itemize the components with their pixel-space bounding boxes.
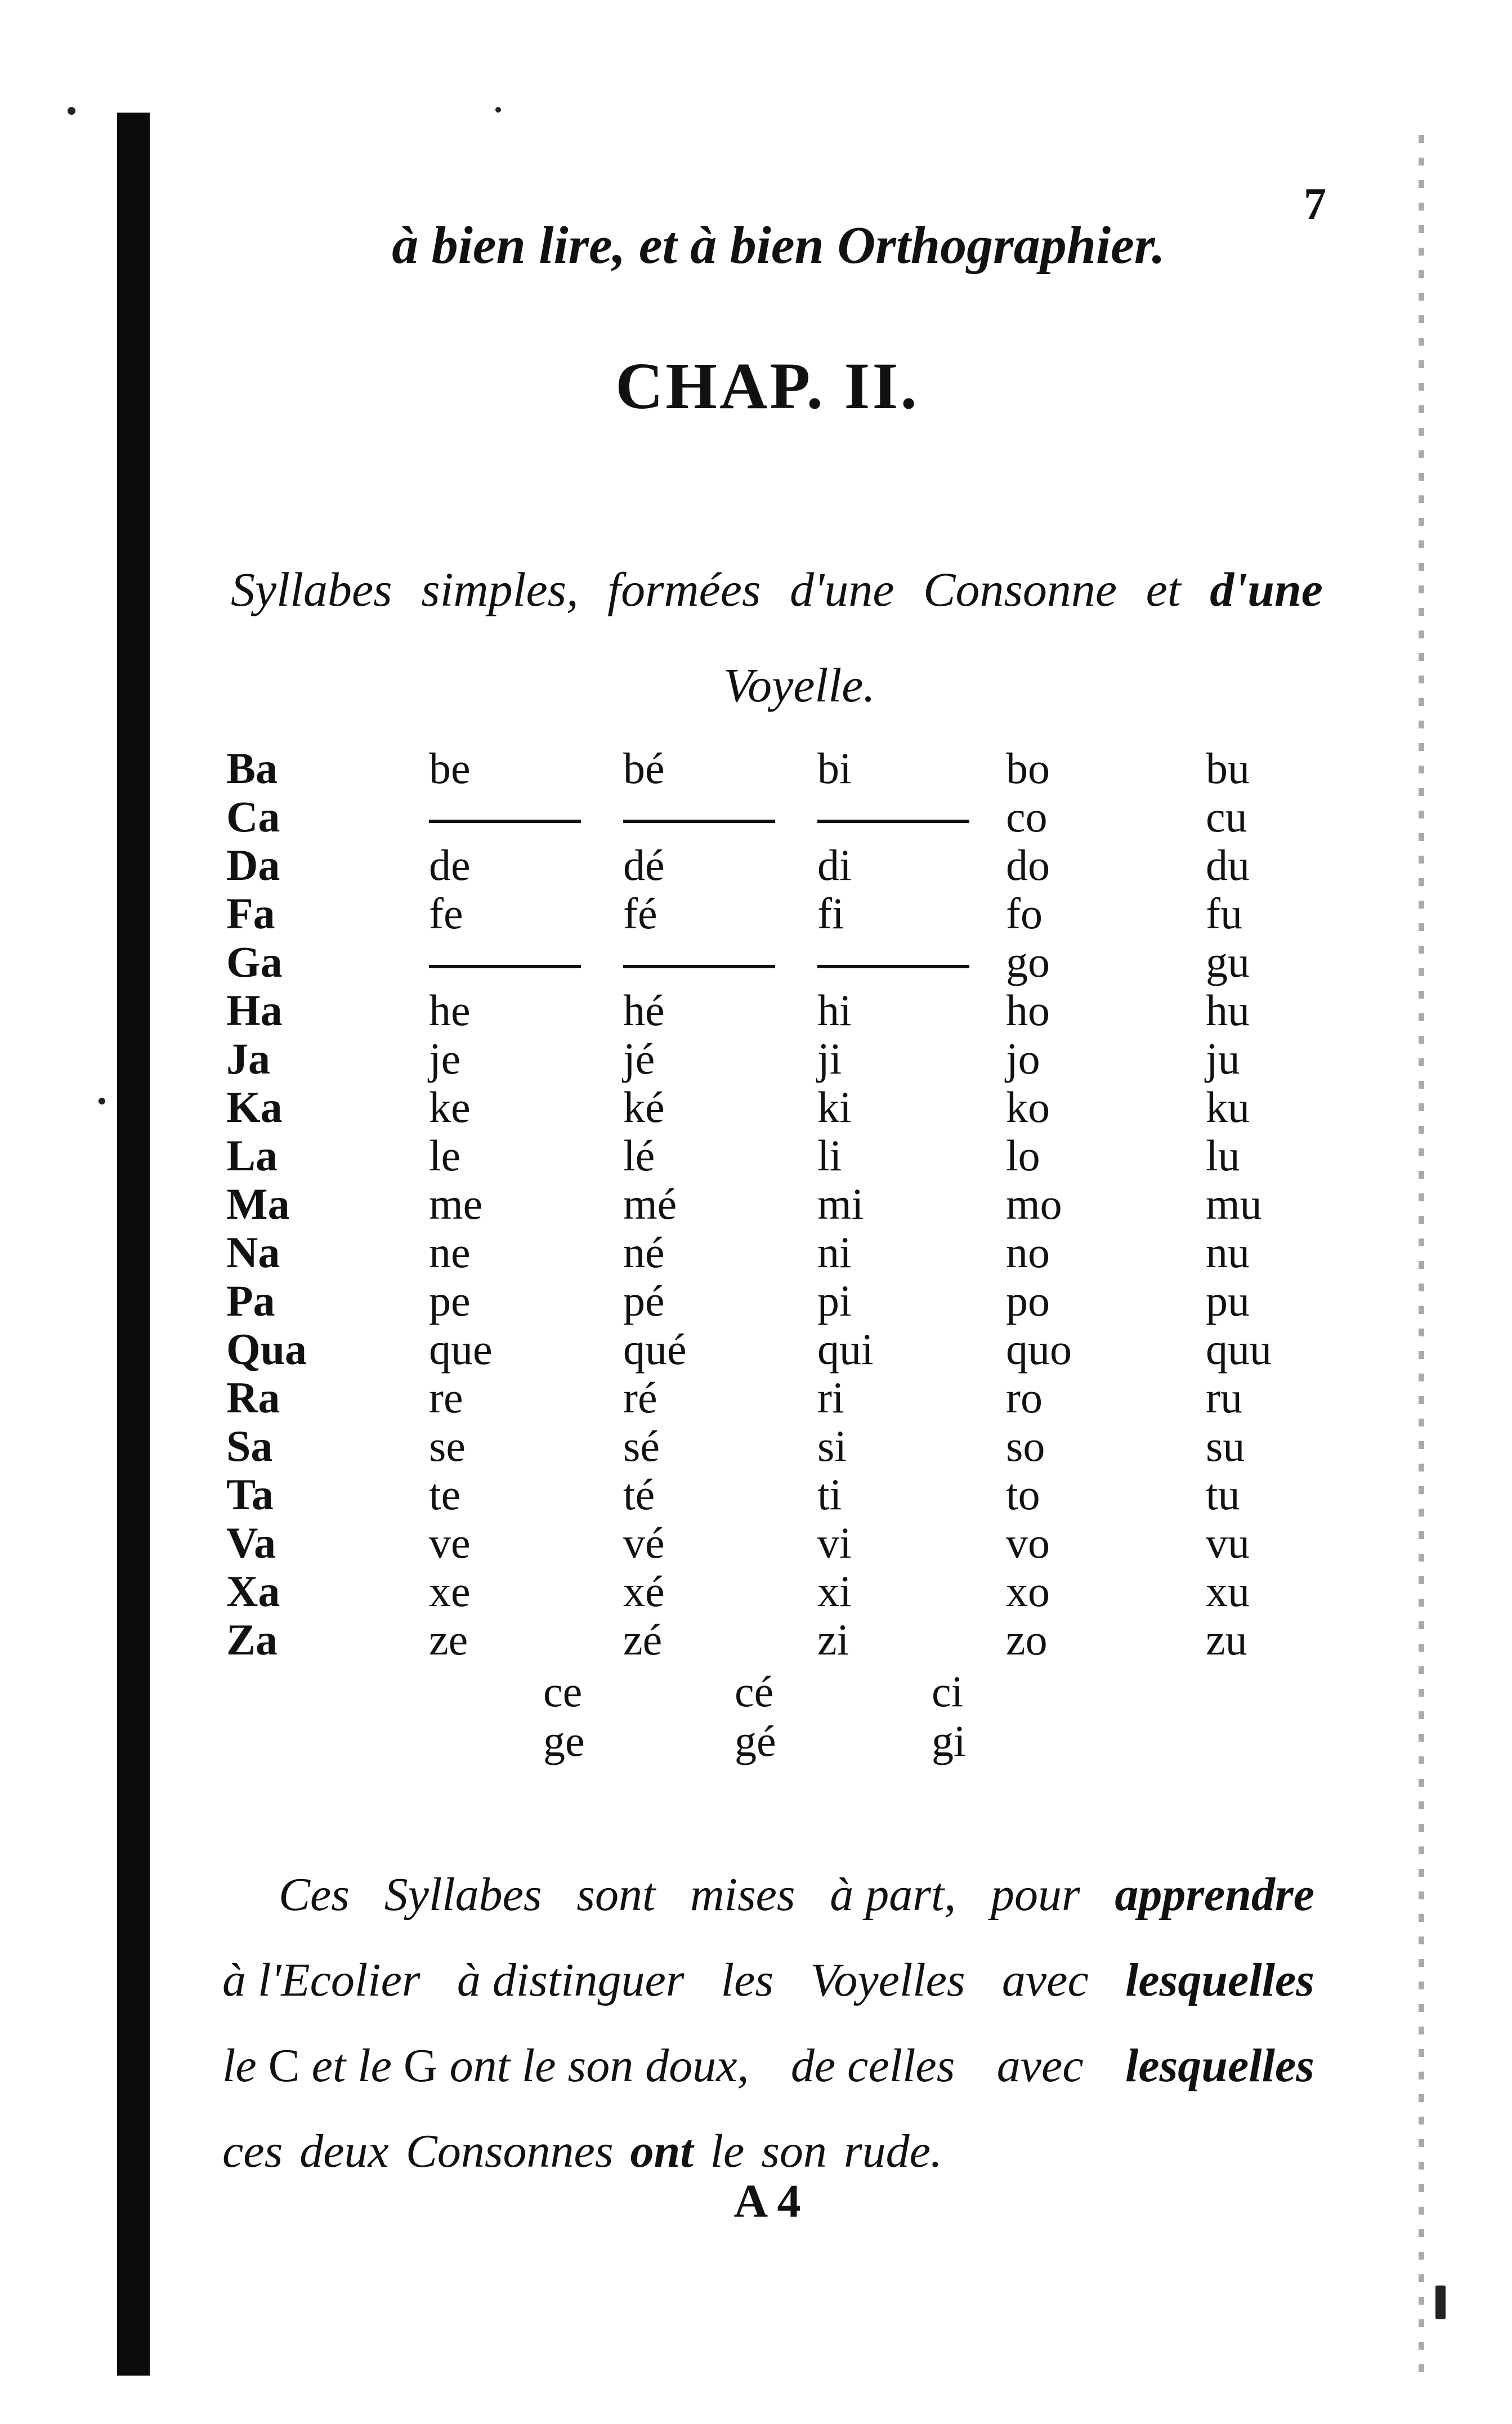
syllable-cell: hé xyxy=(623,986,665,1035)
syllable-cell: té xyxy=(623,1470,655,1519)
consonant-syllable: Xa xyxy=(226,1567,280,1616)
syllable-cell: te xyxy=(429,1470,461,1519)
blank-dash xyxy=(817,937,1006,987)
syllable-cell: zo xyxy=(1006,1615,1048,1664)
syllable-row xyxy=(226,1566,1352,1614)
syllable-cell: vé xyxy=(623,1518,665,1567)
syllable-cell: hi xyxy=(817,986,852,1035)
consonant-syllable: Ja xyxy=(226,1034,270,1083)
syllable-cell: ne xyxy=(429,1228,471,1277)
consonant-syllable: Na xyxy=(226,1228,280,1277)
ink-speck xyxy=(68,107,75,115)
syllable-cell: mo xyxy=(1006,1179,1062,1228)
syllable-cell: bu xyxy=(1206,744,1250,793)
paragraph-line-2 xyxy=(222,1938,1314,2023)
syllable-cell: ti xyxy=(817,1470,842,1519)
syllable-cell: pé xyxy=(623,1276,665,1325)
subtitle-line-1 xyxy=(231,542,1323,637)
subtitle-word: formées xyxy=(607,562,761,616)
syllable-cell: zé xyxy=(623,1615,663,1664)
syllable-cell: su xyxy=(1206,1421,1245,1470)
syllable-cell: xu xyxy=(1206,1567,1250,1616)
signature-mark: A 4 xyxy=(733,2175,801,2228)
syllable-cell: jo xyxy=(1006,1034,1040,1083)
syllable-cell: qui xyxy=(817,1325,874,1374)
syllable-cell: pu xyxy=(1206,1276,1250,1325)
chapter-heading: CHAP. II. xyxy=(615,349,919,423)
consonant-syllable: Ba xyxy=(226,744,278,793)
syllable-cell: no xyxy=(1006,1228,1050,1277)
consonant-syllable: Ka xyxy=(226,1083,283,1132)
consonant-syllable: Ha xyxy=(226,986,283,1035)
syllable-cell: bi xyxy=(817,744,852,793)
ink-speck xyxy=(495,107,501,113)
page-number: 7 xyxy=(1304,180,1326,229)
letter-c: C xyxy=(268,2040,300,2092)
syllable-cell: dé xyxy=(623,840,665,889)
syllable-cell: né xyxy=(623,1228,665,1277)
paragraph-line-1 xyxy=(222,1852,1314,1938)
dash-rule xyxy=(817,965,969,968)
consonant-syllable: Ga xyxy=(226,937,283,986)
subtitle-line-2: Voyelle. xyxy=(723,658,875,712)
page-edge-shadow xyxy=(1419,135,1424,2376)
syllable-cell: lu xyxy=(1206,1131,1240,1180)
syllable-row xyxy=(226,1276,1352,1324)
paragraph-line-3 xyxy=(222,2023,1314,2109)
syllable-cell: quo xyxy=(1006,1325,1072,1374)
paragraph-word: le xyxy=(357,2040,392,2092)
syllable-cell: fo xyxy=(1006,889,1043,938)
paragraph-word: apprendre xyxy=(1115,1868,1314,1921)
paragraph-word: à distinguer xyxy=(457,1954,685,2006)
syllable-row xyxy=(226,1082,1352,1130)
paragraph-word: à l'Ecolier xyxy=(222,1954,421,2006)
syllable-cell: fé xyxy=(623,889,657,938)
soft-syllable: gi xyxy=(932,1716,966,1765)
paragraph-word: Consonnes xyxy=(405,2125,614,2177)
paragraph-word: deux xyxy=(299,2125,389,2177)
syllable-cell: lo xyxy=(1006,1131,1040,1180)
syllable-row xyxy=(226,1324,1352,1372)
running-head: à bien lire, et à bien Orthographier. xyxy=(392,216,1165,275)
soft-syllable: ci xyxy=(932,1667,964,1716)
letter-g: G xyxy=(403,2040,438,2092)
syllable-cell: hu xyxy=(1206,986,1250,1035)
paragraph-word: avec xyxy=(1001,1954,1089,2006)
subtitle-word: d'une xyxy=(789,562,894,616)
paragraph-word: ont xyxy=(630,2125,694,2177)
consonant-syllable: Da xyxy=(226,840,280,889)
consonant-syllable: Ta xyxy=(226,1470,274,1519)
blank-dash xyxy=(429,937,623,987)
paragraph-word: avec xyxy=(996,2040,1084,2092)
paragraph-word: et xyxy=(311,2040,346,2092)
syllable-cell: je xyxy=(429,1034,461,1083)
syllable-row xyxy=(226,840,1352,888)
syllable-cell: li xyxy=(817,1131,842,1180)
syllable-cell: ve xyxy=(429,1518,471,1567)
syllable-cell: ku xyxy=(1206,1083,1250,1132)
syllable-cell: ki xyxy=(817,1083,852,1132)
syllable-cell: le xyxy=(429,1131,461,1180)
section-subtitle xyxy=(231,542,1323,733)
syllable-cell: be xyxy=(429,744,471,793)
paragraph-word: ont le son doux, xyxy=(449,2040,749,2092)
consonant-syllable: Ra xyxy=(226,1373,280,1422)
consonant-syllable: Ma xyxy=(226,1179,290,1228)
dash-rule xyxy=(817,820,969,823)
subtitle-word: et xyxy=(1146,562,1181,616)
soft-syllable: ce xyxy=(543,1667,583,1716)
syllable-cell: qué xyxy=(623,1325,687,1374)
syllable-cell: bo xyxy=(1006,744,1050,793)
ink-speck xyxy=(1435,2286,1446,2319)
syllable-row xyxy=(226,1227,1352,1276)
blank-dash xyxy=(623,791,817,842)
dash-rule xyxy=(623,820,775,823)
subtitle-word: d'une xyxy=(1210,562,1323,616)
syllable-cell: ré xyxy=(623,1373,657,1422)
subtitle-word: Syllabes xyxy=(231,562,392,616)
syllable-cell: ko xyxy=(1006,1083,1050,1132)
syllable-cell: vo xyxy=(1006,1518,1050,1567)
syllable-cell: pe xyxy=(429,1276,471,1325)
syllable-cell: ke xyxy=(429,1083,471,1132)
syllable-cell: xi xyxy=(817,1567,852,1616)
paragraph-word: son xyxy=(761,2125,827,2177)
syllable-cell: ni xyxy=(817,1228,852,1277)
syllable-cell: vu xyxy=(1206,1518,1250,1567)
soft-syllable-row xyxy=(543,1716,1055,1765)
syllable-cell: gu xyxy=(1206,937,1250,986)
syllable-cell: pi xyxy=(817,1276,852,1325)
book-spine-shadow xyxy=(117,113,150,2376)
subtitle-word: simples, xyxy=(421,562,579,616)
paragraph-word: Syllabes xyxy=(384,1868,542,1921)
syllable-cell: ru xyxy=(1206,1373,1242,1422)
dash-rule xyxy=(429,965,581,968)
consonant-syllable: Ca xyxy=(226,792,280,841)
syllable-cell: me xyxy=(429,1179,483,1228)
syllable-row xyxy=(226,1179,1352,1227)
syllable-cell: co xyxy=(1006,792,1048,841)
soft-syllable: cé xyxy=(735,1667,774,1716)
syllable-row xyxy=(226,1130,1352,1179)
soft-syllable-row xyxy=(543,1666,1055,1716)
explanatory-paragraph xyxy=(222,1852,1314,2194)
dash-rule xyxy=(429,820,581,823)
syllable-row xyxy=(226,937,1352,985)
syllable-row xyxy=(226,743,1352,791)
syllable-cell: po xyxy=(1006,1276,1050,1325)
paragraph-word: sont xyxy=(576,1868,656,1921)
syllable-cell: fe xyxy=(429,889,463,938)
syllable-cell: nu xyxy=(1206,1228,1250,1277)
syllable-cell: mu xyxy=(1206,1179,1262,1228)
syllable-cell: go xyxy=(1006,937,1050,986)
syllable-cell: sé xyxy=(623,1421,660,1470)
syllable-cell: he xyxy=(429,986,471,1035)
syllable-cell: du xyxy=(1206,840,1250,889)
consonant-syllable: Sa xyxy=(226,1421,273,1470)
syllable-cell: bé xyxy=(623,744,665,793)
syllable-cell: mé xyxy=(623,1179,677,1228)
syllable-cell: do xyxy=(1006,840,1050,889)
paragraph-word: les xyxy=(721,1954,774,2006)
syllable-cell: cu xyxy=(1206,792,1247,841)
syllable-cell: ho xyxy=(1006,986,1050,1035)
paragraph-word: pour xyxy=(990,1868,1080,1921)
ink-speck xyxy=(99,1098,105,1104)
syllable-cell: ji xyxy=(817,1034,842,1083)
syllable-cell: se xyxy=(429,1421,466,1470)
consonant-syllable: Va xyxy=(226,1518,276,1567)
paragraph-phrase xyxy=(222,2023,749,2109)
syllable-cell: quu xyxy=(1206,1325,1272,1374)
syllable-row xyxy=(226,888,1352,937)
syllable-cell: ri xyxy=(817,1373,844,1422)
consonant-syllable: Za xyxy=(226,1615,278,1664)
subtitle-word: Consonne xyxy=(923,562,1117,616)
syllable-cell: ké xyxy=(623,1083,665,1132)
syllable-cell: ze xyxy=(429,1615,468,1664)
syllable-cell: ju xyxy=(1206,1034,1240,1083)
blank-dash xyxy=(623,937,817,987)
syllable-cell: so xyxy=(1006,1421,1045,1470)
paragraph-word: ces xyxy=(222,2125,283,2177)
syllable-row xyxy=(226,1034,1352,1082)
paragraph-word: lesquelles xyxy=(1125,2040,1314,2092)
syllable-cell: fi xyxy=(817,889,844,938)
syllable-cell: jé xyxy=(623,1034,655,1083)
consonant-syllable: Fa xyxy=(226,889,275,938)
consonant-syllable: La xyxy=(226,1131,278,1180)
syllable-table xyxy=(226,743,1352,1663)
syllable-cell: re xyxy=(429,1373,463,1422)
syllable-cell: mi xyxy=(817,1179,864,1228)
syllable-row xyxy=(226,791,1352,840)
soft-syllables xyxy=(543,1666,1055,1765)
syllable-row xyxy=(226,1372,1352,1421)
syllable-cell: xé xyxy=(623,1567,665,1616)
consonant-syllable: Qua xyxy=(226,1325,307,1374)
syllable-cell: fu xyxy=(1206,889,1242,938)
paragraph-word: de celles xyxy=(790,2040,955,2092)
syllable-cell: xe xyxy=(429,1567,471,1616)
syllable-cell: xo xyxy=(1006,1567,1050,1616)
paragraph-word: le xyxy=(710,2125,745,2177)
syllable-cell: to xyxy=(1006,1470,1040,1519)
paragraph-word: Voyelles xyxy=(810,1954,965,2006)
syllable-cell: ro xyxy=(1006,1373,1043,1422)
syllable-row xyxy=(226,1614,1352,1663)
paragraph-word: à part, xyxy=(830,1868,956,1921)
syllable-cell: que xyxy=(429,1325,493,1374)
blank-dash xyxy=(817,791,1006,842)
syllable-row xyxy=(226,1518,1352,1566)
consonant-syllable: Pa xyxy=(226,1276,275,1325)
paragraph-word: le xyxy=(222,2040,257,2092)
syllable-cell: si xyxy=(817,1421,847,1470)
syllable-cell: lé xyxy=(623,1131,655,1180)
syllable-cell: zu xyxy=(1206,1615,1247,1664)
paragraph-word: rude. xyxy=(843,2125,942,2177)
syllable-cell: zi xyxy=(817,1615,849,1664)
paragraph-word: mises xyxy=(690,1868,795,1921)
syllable-row xyxy=(226,985,1352,1034)
blank-dash xyxy=(429,791,623,842)
dash-rule xyxy=(623,965,775,968)
soft-syllable: gé xyxy=(735,1716,776,1765)
syllable-cell: de xyxy=(429,840,471,889)
syllable-row xyxy=(226,1469,1352,1518)
syllable-cell: tu xyxy=(1206,1470,1240,1519)
syllable-row xyxy=(226,1421,1352,1469)
syllable-cell: di xyxy=(817,840,852,889)
soft-syllable: ge xyxy=(543,1716,585,1765)
paragraph-word: Ces xyxy=(279,1868,350,1921)
paragraph-word: lesquelles xyxy=(1125,1954,1314,2006)
syllable-cell: vi xyxy=(817,1518,852,1567)
